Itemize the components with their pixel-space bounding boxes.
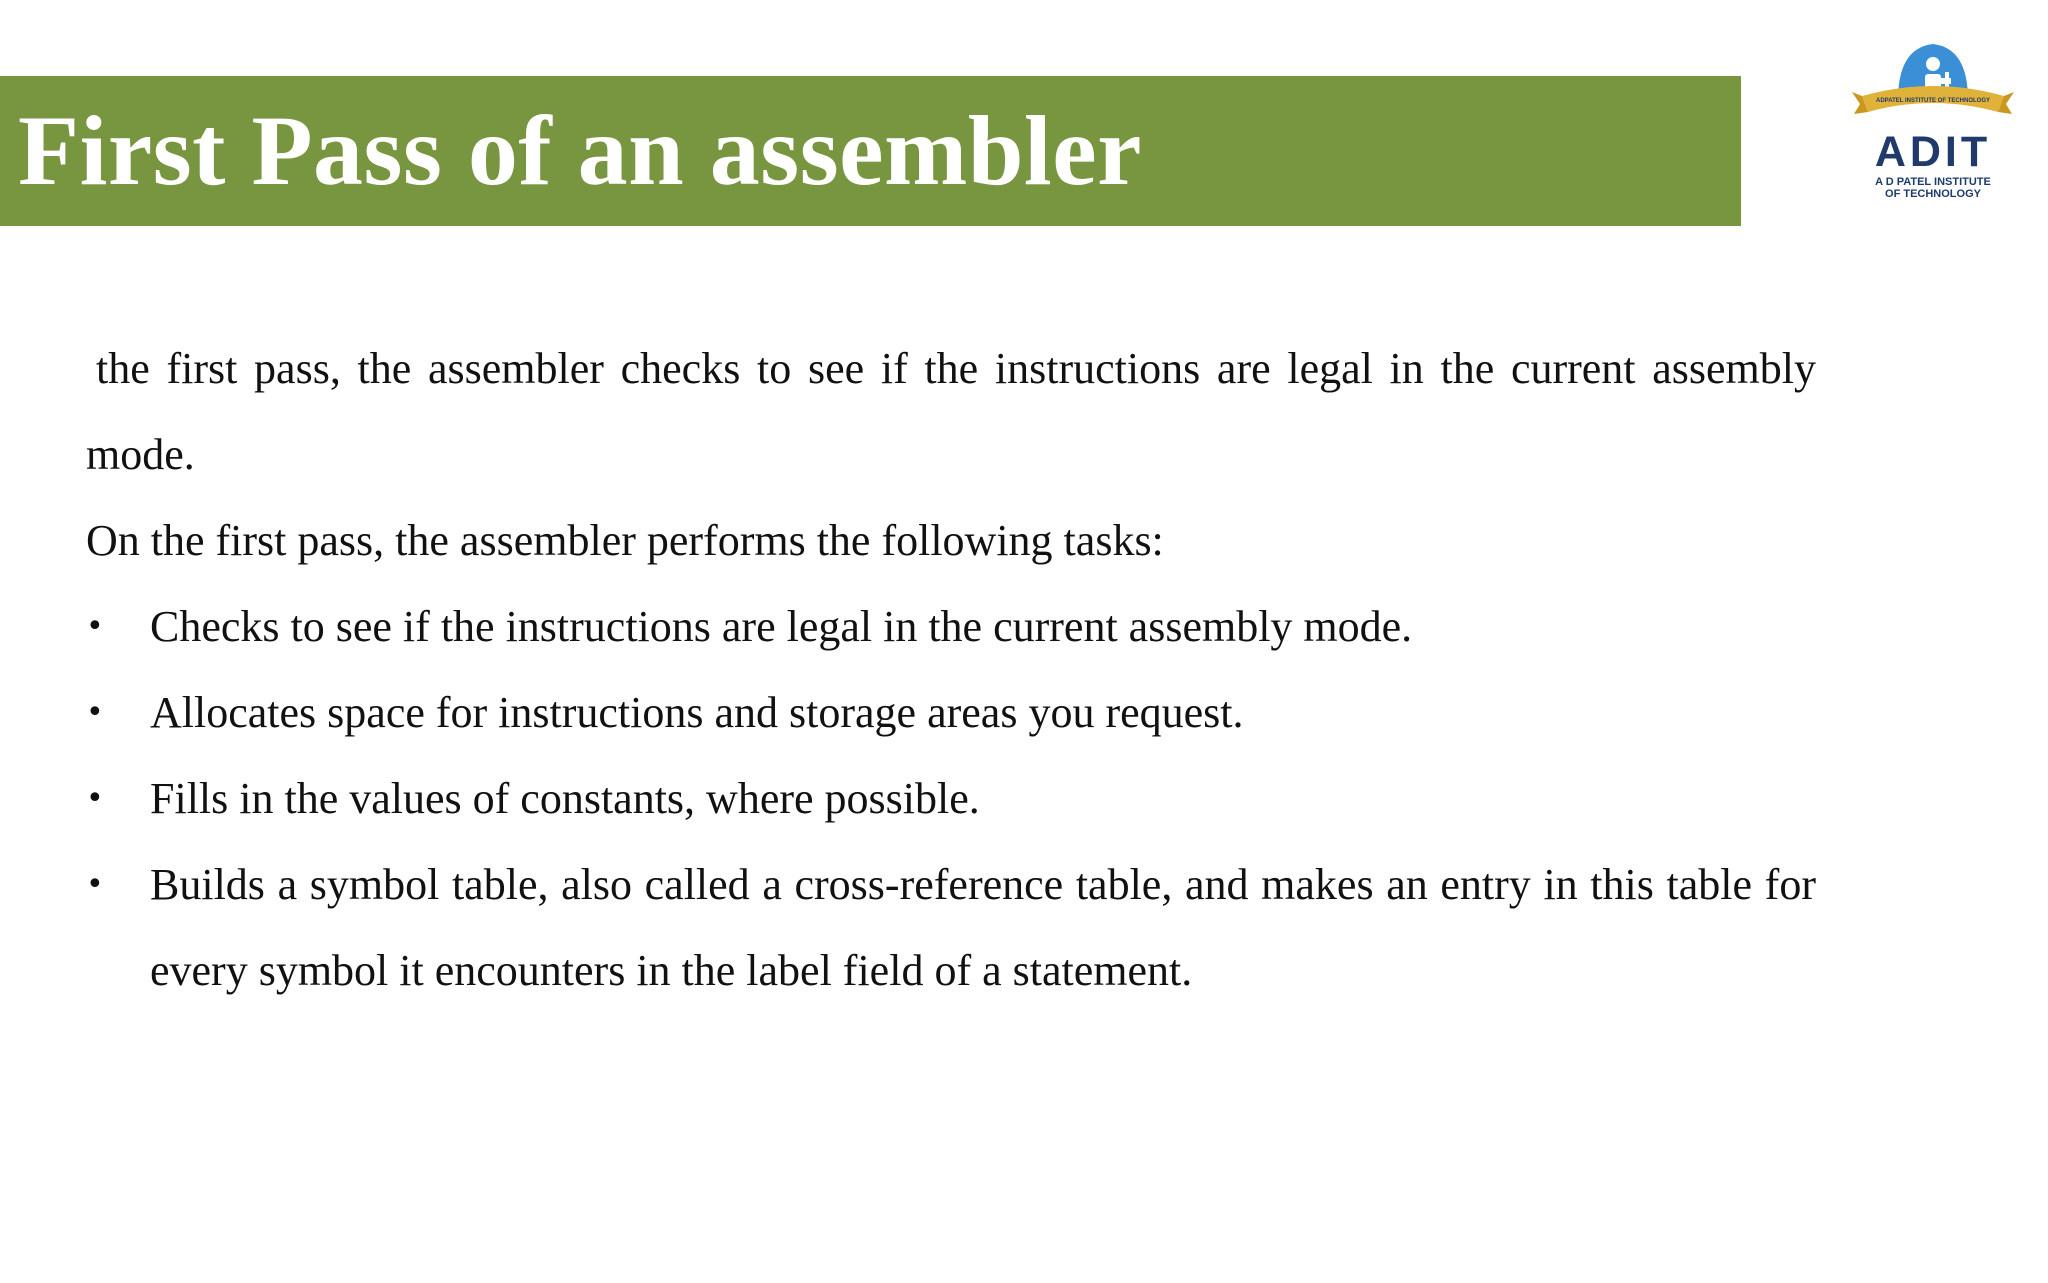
- bullet-icon: •: [86, 867, 104, 902]
- logo-word: ADIT: [1874, 128, 1992, 176]
- bullet-icon: •: [86, 609, 104, 644]
- list-item-text: Allocates space for instructions and storage areas you request.: [150, 688, 1244, 737]
- list-item: [86, 842, 1816, 1014]
- list-item: [86, 756, 1816, 842]
- list-item-text: Fills in the values of constants, where possible.: [150, 774, 980, 823]
- adit-logo: [1848, 38, 2018, 204]
- list-item: [86, 584, 1816, 670]
- slide-title: First Pass of an assembler: [18, 95, 1142, 206]
- adit-emblem-icon: [1848, 38, 2018, 133]
- bullet-icon: •: [86, 781, 104, 816]
- task-list: [86, 584, 1816, 1014]
- intro-paragraph: the first pass, the assembler checks to see if the instructions are legal in the current assembly mode.: [86, 344, 1816, 479]
- logo-subtitle-line2: OF TECHNOLOGY: [1885, 188, 1981, 200]
- list-item-text: Builds a symbol table, also called a cross-reference table, and makes an entry in this table for every symbol it encounters in the label field of a statement.: [150, 860, 1816, 995]
- list-item: [86, 670, 1816, 756]
- title-band: [0, 76, 1741, 226]
- logo-subtitle-line1: A D PATEL INSTITUTE: [1875, 176, 1991, 188]
- bullet-icon: •: [86, 695, 104, 730]
- lead-in-paragraph: On the first pass, the assembler performs the following tasks:: [86, 516, 1164, 565]
- list-item-text: Checks to see if the instructions are legal in the current assembly mode.: [150, 602, 1413, 651]
- logo-ribbon-text: ADPATEL INSTITUTE OF TECHNOLOGY: [1876, 98, 1990, 104]
- slide-body: [86, 326, 1816, 1014]
